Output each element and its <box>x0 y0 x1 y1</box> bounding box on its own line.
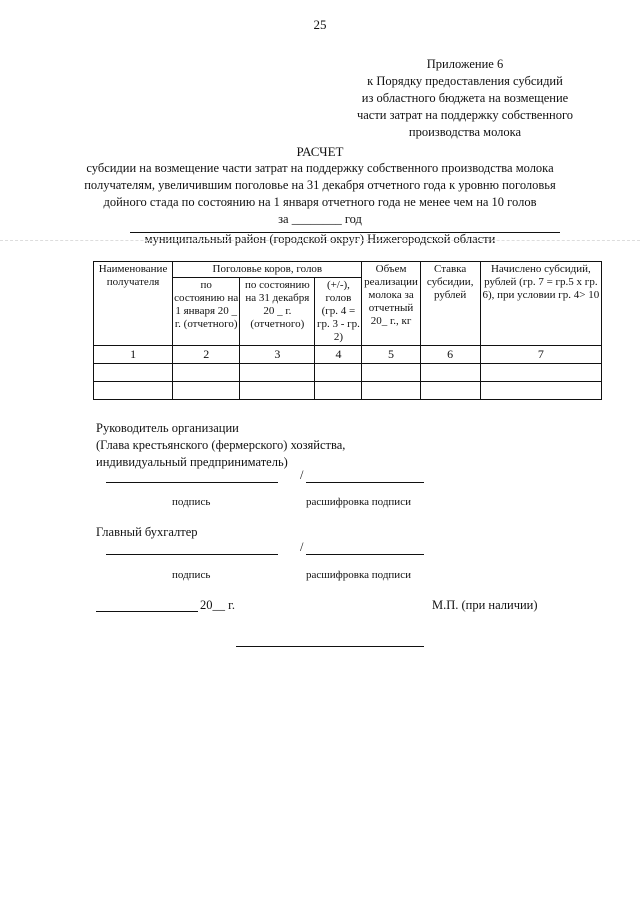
header-cattle-group: Поголовье коров, голов <box>173 262 362 278</box>
chief-accountant-label: Главный бухгалтер <box>96 525 198 539</box>
slash-separator: / <box>300 540 304 554</box>
stamp-label: М.П. (при наличии) <box>432 598 538 612</box>
empty-cell[interactable] <box>480 382 601 400</box>
appendix-line: части затрат на поддержку собственного <box>356 108 574 122</box>
closing-divider <box>236 646 424 647</box>
empty-cell[interactable] <box>315 364 362 382</box>
head-decoding-label: расшифровка подписи <box>306 496 411 508</box>
calculation-table <box>93 261 602 400</box>
page-number: 25 <box>313 17 327 32</box>
empty-cell[interactable] <box>94 364 173 382</box>
table-row <box>94 364 602 382</box>
table-header-row <box>94 262 602 278</box>
header-subsidy-rate: Ставка субсидии, рублей <box>420 262 480 346</box>
empty-cell[interactable] <box>420 364 480 382</box>
subtitle-line: дойного стада по состоянию на 1 января отчетного года не менее чем на 10 голов <box>103 195 537 209</box>
appendix-line: производства молока <box>408 125 522 139</box>
document-title: РАСЧЕТ <box>296 144 344 159</box>
header-jan-1: по состоянию на 1 января 20 _ г. (отчетного) <box>173 278 240 346</box>
empty-cell[interactable] <box>173 382 240 400</box>
appendix-line: из областного бюджета на возмещение <box>361 91 569 105</box>
head-of-org-line: индивидуальный предприниматель) <box>96 455 288 469</box>
table-row <box>94 382 602 400</box>
empty-cell[interactable] <box>420 382 480 400</box>
empty-cell[interactable] <box>94 382 173 400</box>
column-number: 3 <box>240 346 315 364</box>
scan-artifact <box>0 240 640 241</box>
head-of-org-block <box>96 420 516 471</box>
empty-cell[interactable] <box>315 382 362 400</box>
column-number: 5 <box>362 346 420 364</box>
accountant-decoding-line[interactable] <box>306 554 424 555</box>
date-year: 20__ г. <box>200 598 235 612</box>
document-subtitle <box>80 160 560 228</box>
column-number: 1 <box>94 346 173 364</box>
empty-cell[interactable] <box>240 364 315 382</box>
head-signature-label: подпись <box>172 496 211 508</box>
empty-cell[interactable] <box>173 364 240 382</box>
column-numbers-row <box>94 346 602 364</box>
accountant-signature-label: подпись <box>172 569 211 581</box>
header-recipient: Наименование получателя <box>94 262 173 346</box>
accountant-decoding-label: расшифровка подписи <box>306 569 411 581</box>
subtitle-line: субсидии на возмещение части затрат на поддержку собственного производства молока <box>86 161 554 175</box>
appendix-line: к Порядку предоставления субсидий <box>367 74 563 88</box>
column-number: 2 <box>173 346 240 364</box>
column-number: 7 <box>480 346 601 364</box>
empty-cell[interactable] <box>480 364 601 382</box>
head-of-org-line: Руководитель организации <box>96 421 239 435</box>
head-of-org-line: (Глава крестьянского (фермерского) хозяйства, <box>96 438 346 452</box>
header-milk-volume: Объем реализации молока за отчетный 20_ г., кг <box>362 262 420 346</box>
date-line[interactable] <box>96 611 198 612</box>
column-number: 6 <box>420 346 480 364</box>
municipality-caption: муниципальный район (городской округ) Нижегородской области <box>144 232 496 246</box>
subtitle-line: получателям, увеличившим поголовье на 31 декабря отчетного года к уровню поголовья <box>84 178 556 192</box>
empty-cell[interactable] <box>362 382 420 400</box>
header-difference: (+/-), голов (гр. 4 = гр. 3 - гр. 2) <box>315 278 362 346</box>
head-decoding-line[interactable] <box>306 482 424 483</box>
subtitle-line: за ________ год <box>278 212 362 226</box>
empty-cell[interactable] <box>240 382 315 400</box>
slash-separator: / <box>300 468 304 482</box>
empty-cell[interactable] <box>362 364 420 382</box>
header-dec-31: по состоянию на 31 декабря 20 _ г. (отчетного) <box>240 278 315 346</box>
appendix-block <box>330 56 600 141</box>
column-number: 4 <box>315 346 362 364</box>
accountant-signature-line[interactable] <box>106 554 278 555</box>
head-signature-line[interactable] <box>106 482 278 483</box>
appendix-line: Приложение 6 <box>426 57 504 71</box>
header-subsidy-accrued: Начислено субсидий, рублей (гр. 7 = гр.5 х гр. 6), при условии гр. 4> 10 <box>480 262 601 346</box>
